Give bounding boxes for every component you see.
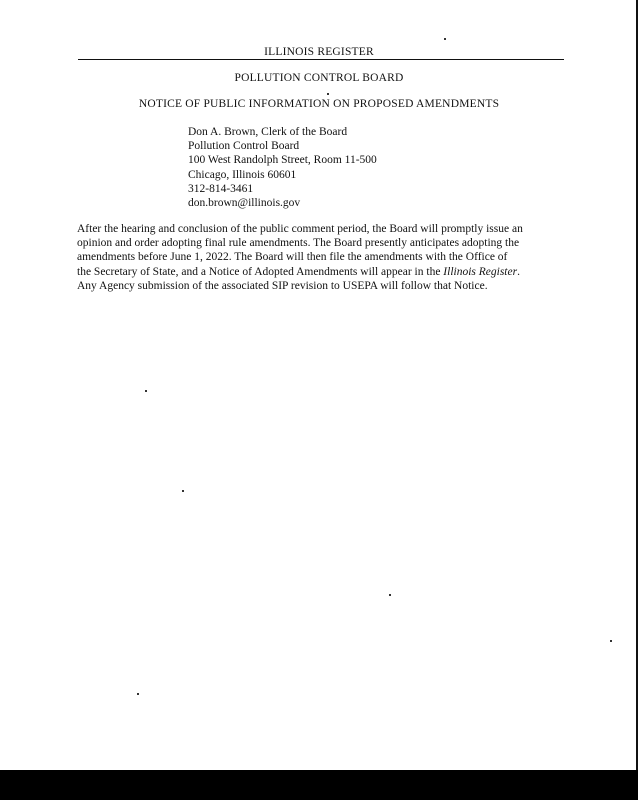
scan-speck: [610, 640, 612, 642]
scan-speck: [389, 594, 391, 596]
contact-name: Don A. Brown, Clerk of the Board: [188, 126, 348, 138]
scan-speck: [137, 693, 139, 695]
contact-organization: Pollution Control Board: [188, 140, 300, 153]
scan-speck: [444, 38, 446, 40]
agency-name: POLLUTION CONTROL BOARD: [234, 72, 404, 84]
register-header-title: ILLINOIS REGISTER: [264, 46, 374, 58]
notice-heading: NOTICE OF PUBLIC INFORMATION ON PROPOSED AMENDMENTS: [138, 98, 500, 110]
body-paragraph: [77, 222, 563, 293]
contact-phone: 312-814-3461: [188, 182, 254, 195]
body-line: opinion and order adopting final rule amendments. The Board presently anticipates adopting the: [77, 237, 520, 250]
scan-footer-bar: [0, 770, 638, 800]
body-line: [77, 265, 563, 279]
contact-email: don.brown@illinois.gov: [188, 197, 301, 210]
body-line: After the hearing and conclusion of the public comment period, the Board will promptly issue an: [77, 223, 523, 235]
contact-street: 100 West Randolph Street, Room 11-500: [188, 154, 377, 167]
scan-speck: [182, 490, 184, 492]
contact-city: Chicago, Illinois 60601: [188, 168, 297, 181]
header-rule: [78, 59, 564, 60]
contact-block: [188, 125, 377, 210]
scan-speck: [327, 93, 329, 95]
body-text: .: [517, 265, 520, 278]
body-text: the Secretary of State, and a Notice of Adopted Amendments will appear in the: [77, 265, 444, 278]
scan-speck: [145, 390, 147, 392]
body-line: Any Agency submission of the associated SIP revision to USEPA will follow that Notice.: [77, 279, 488, 292]
publication-title: Illinois Register: [443, 265, 518, 278]
body-line: amendments before June 1, 2022. The Board will then file the amendments with the Office of: [77, 251, 508, 264]
